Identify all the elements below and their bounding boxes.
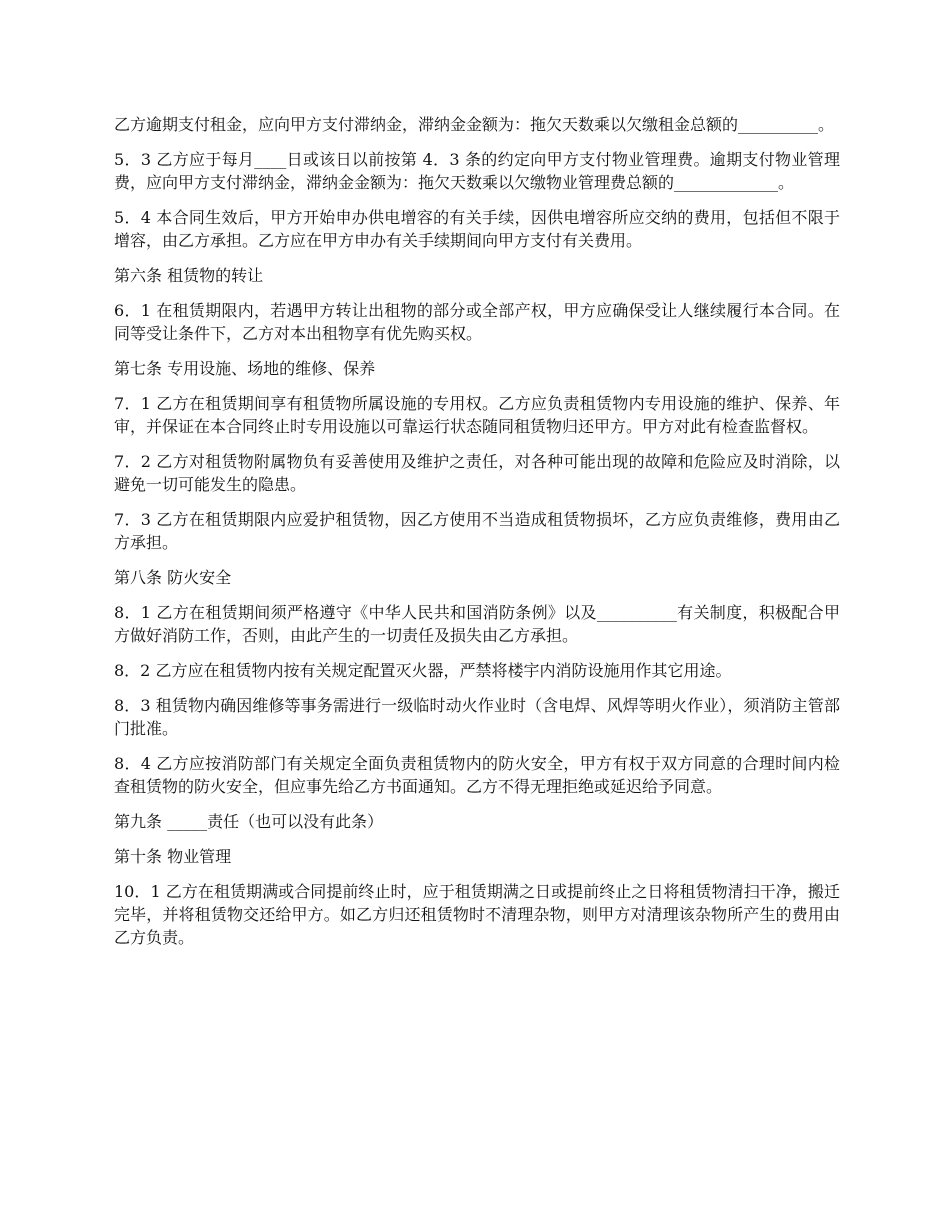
clause-8-3: 8．3 租赁物内确因维修等事务需进行一级临时动火作业时（含电焊、风焊等明火作业），须消防主管部门批准。 xyxy=(114,696,840,738)
clause-5-4: 5．4 本合同生效后，甲方开始申办供电增容的有关手续，因供电增容所应交纳的费用，包括但不限于增容，由乙方承担。乙方应在甲方申办有关手续期间向甲方支付有关费用。 xyxy=(114,208,840,250)
clause-8-2: 8．2 乙方应在租赁物内按有关规定配置灭火器，严禁将楼宇内消防设施用作其它用途。 xyxy=(114,661,732,680)
clause-10-1: 10．1 乙方在租赁期满或合同提前终止时，应于租赁期满之日或提前终止之日将租赁物清扫干净，搬迁完毕，并将租赁物交还给甲方。如乙方归还租赁物时不清理杂物，则甲方对清理该杂物所产生的费用由乙方负责。 xyxy=(114,882,840,947)
clause-7-2: 7．2 乙方对租赁物附属物负有妥善使用及维护之责任，对各种可能出现的故障和危险应及时消除，以避免一切可能发生的隐患。 xyxy=(114,452,840,494)
clause-6-1: 6．1 在租赁期限内，若遇甲方转让出租物的部分或全部产权，甲方应确保受让人继续履行本合同。在同等受让条件下，乙方对本出租物享有优先购买权。 xyxy=(114,301,840,343)
clause-8-1: 8．1 乙方在租赁期间须严格遵守《中华人民共和国消防条例》以及__________有关制度，积极配合甲方做好消防工作，否则，由此产生的一切责任及损失由乙方承担。 xyxy=(114,603,840,645)
article-8-heading: 第八条 防火安全 xyxy=(114,568,232,587)
clause-5-3: 5．3 乙方应于每月____日或该日以前按第 4．3 条的约定向甲方支付物业管理费。逾期支付物业管理费，应向甲方支付滞纳金，滞纳金金额为：拖欠天数乘以欠缴物业管理费总额的_____________。 xyxy=(114,150,840,192)
article-9-heading: 第九条 _____责任（也可以没有此条） xyxy=(114,812,384,831)
clause-7-3: 7．3 乙方在租赁期限内应爱护租赁物，因乙方使用不当造成租赁物损坏，乙方应负责维修，费用由乙方承担。 xyxy=(114,510,840,552)
article-10-heading: 第十条 物业管理 xyxy=(114,847,232,866)
article-7-heading: 第七条 专用设施、场地的维修、保养 xyxy=(114,359,376,378)
paragraph-late-rent-penalty: 乙方逾期支付租金，应向甲方支付滞纳金，滞纳金金额为：拖欠天数乘以欠缴租金总额的__________。 xyxy=(114,115,835,134)
clause-8-4: 8．4 乙方应按消防部门有关规定全面负责租赁物内的防火安全，甲方有权于双方同意的合理时间内检查租赁物的防火安全，但应事先给乙方书面通知。乙方不得无理拒绝或延迟给予同意。 xyxy=(114,754,840,796)
article-6-heading: 第六条 租赁物的转让 xyxy=(114,266,264,285)
document-page xyxy=(114,113,840,961)
clause-7-1: 7．1 乙方在租赁期间享有租赁物所属设施的专用权。乙方应负责租赁物内专用设施的维护、保养、年审，并保证在本合同终止时专用设施以可靠运行状态随同租赁物归还甲方。甲方对此有检查监督权。 xyxy=(114,394,840,436)
